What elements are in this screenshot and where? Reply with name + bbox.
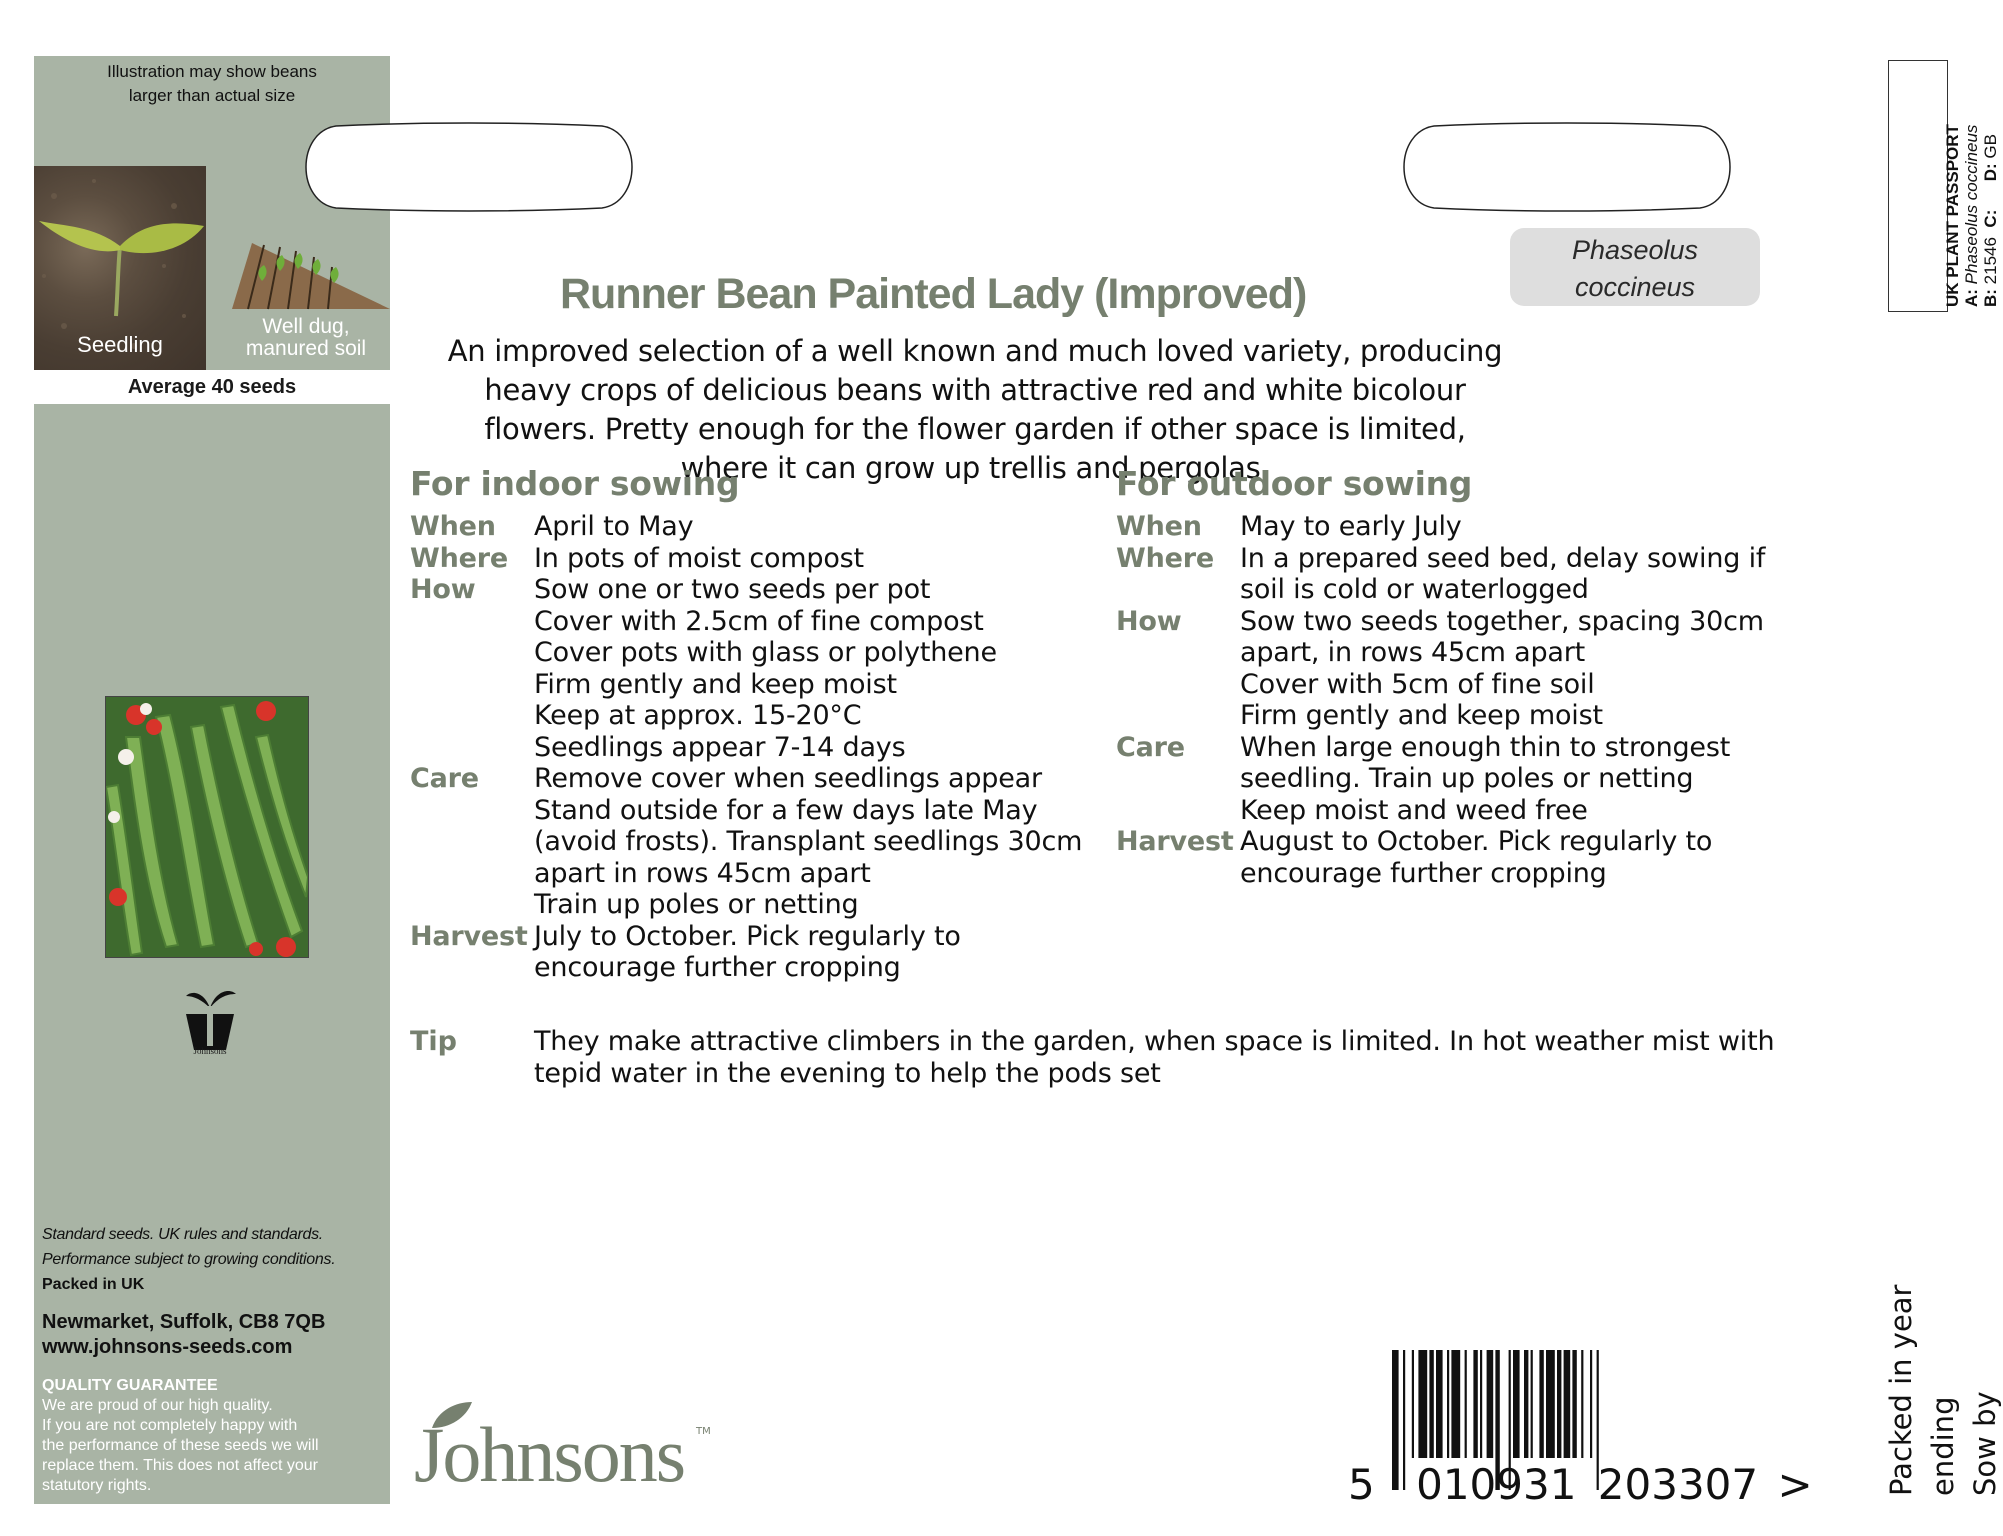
sowing-row-line: Keep moist and weed free — [1240, 794, 1588, 826]
sowing-row — [1116, 543, 1765, 606]
johnsons-brand — [410, 1400, 730, 1510]
sowing-row — [410, 921, 1082, 984]
tip-label: Tip — [410, 1026, 457, 1057]
sowing-row-value — [1240, 511, 1765, 543]
johnsons-mini-wordmark: Johnsons — [193, 1046, 227, 1056]
plant-passport-text — [1943, 67, 2000, 307]
latin-name-badge — [1510, 228, 1760, 306]
sowing-row — [410, 763, 1082, 921]
sowing-row — [410, 511, 1082, 543]
website-url: www.johnsons-seeds.com — [42, 1336, 293, 1358]
passport-d-label: D: — [1981, 163, 2000, 182]
indoor-sowing-rows — [410, 511, 1082, 984]
quality-line: replace them. This does not affect your — [42, 1457, 319, 1474]
barcode-digit-group: 010931 — [1416, 1460, 1577, 1509]
sowing-row-line: Cover with 5cm of fine soil — [1240, 668, 1595, 700]
sowing-row-line: Sow two seeds together, spacing 30cm — [1240, 605, 1764, 637]
barcode-bar — [1447, 1350, 1449, 1458]
sowing-row-line: May to early July — [1240, 511, 1462, 542]
seedling-label: Seedling — [77, 332, 163, 357]
sowing-row-line: In pots of moist compost — [534, 542, 864, 574]
barcode-digit-group: 203307 — [1597, 1460, 1759, 1509]
soil-rows-icon — [222, 241, 390, 311]
sowing-row-label: Care — [410, 763, 479, 794]
barcode-bar — [1546, 1350, 1555, 1458]
packed-in-year-label: Packed in year ending — [1884, 1284, 1960, 1496]
soil-label-line: Well dug, — [262, 315, 350, 338]
sowing-row — [1116, 606, 1765, 732]
barcode-end-mark: > — [1777, 1460, 1813, 1509]
passport-a-label: A: — [1962, 289, 1981, 307]
sowing-row-value — [534, 921, 1082, 984]
barcode-digits — [1348, 1460, 1813, 1509]
sowing-row-value — [534, 574, 1082, 763]
sowing-row-line: August to October. Pick regularly to — [1240, 826, 1713, 857]
latin-name-line: Phaseolus — [1571, 235, 1699, 265]
barcode-digit-first: 5 — [1348, 1460, 1375, 1509]
seedling-photo — [34, 166, 206, 370]
illustration-note-line: larger than actual size — [128, 86, 296, 105]
sow-by-label: Sow by — [1968, 1391, 2002, 1496]
barcode-bar — [1524, 1350, 1528, 1458]
indoor-sowing-table — [410, 511, 1082, 984]
sowing-row-line: soil is cold or waterlogged — [1240, 574, 1589, 605]
quality-line: If you are not completely happy with — [42, 1417, 298, 1434]
plant-passport-line-b — [1981, 67, 2000, 307]
sowing-row-line: Stand outside for a few days late May — [534, 794, 1038, 826]
sowing-row-label: When — [410, 511, 496, 542]
hang-hole-right — [1394, 122, 1740, 212]
sowing-row-line: Firm gently and keep moist — [534, 668, 897, 700]
soil-label — [222, 316, 390, 360]
sowing-row-value — [1240, 606, 1765, 732]
quality-line: statutory rights. — [42, 1477, 152, 1494]
sowing-row-value — [1240, 732, 1765, 827]
barcode-bar — [1539, 1350, 1543, 1458]
sowing-row-line: Train up poles or netting — [534, 889, 859, 920]
barcode-bar — [1564, 1350, 1571, 1458]
quality-title: QUALITY GUARANTEE — [42, 1377, 218, 1394]
sowing-row-line: Firm gently and keep moist — [1240, 700, 1603, 731]
sowing-row — [1116, 511, 1765, 543]
product-description: An improved selection of a well known and much loved variety, producing heavy crops of delicious beans with attractive red and white bicolour flowers. Pretty enough for the flower garden if other space is limited, where it can grow up trellis and pergolas. — [447, 334, 1503, 485]
sowing-row-line: encourage further cropping — [1240, 857, 1607, 889]
fine-print-line: Performance subject to growing conditions. — [42, 1251, 336, 1268]
passport-c-label: C: — [1981, 209, 2000, 228]
uk-plant-passport — [1888, 60, 2000, 312]
outdoor-sowing-rows — [1116, 511, 1765, 889]
plant-passport-title: UK PLANT PASSPORT — [1943, 124, 1962, 307]
barcode-bar — [1429, 1350, 1433, 1458]
barcode-bar — [1480, 1350, 1482, 1458]
barcode-bar — [1473, 1350, 1477, 1458]
packed-sow-by — [1880, 1176, 2003, 1496]
barcode-bar — [1581, 1350, 1583, 1458]
sowing-row-label: How — [410, 574, 476, 605]
barcode-bar — [1557, 1350, 1561, 1458]
left-sidebar — [34, 56, 390, 1504]
sowing-row-label: Harvest — [410, 920, 528, 952]
barcode-bar — [1590, 1350, 1592, 1458]
plant-passport-line-a — [1962, 67, 1981, 307]
sowing-row — [1116, 826, 1765, 889]
sowing-row-label: Care — [1116, 731, 1185, 763]
sowing-row-value — [1240, 826, 1765, 889]
sowing-row-label: How — [1116, 605, 1182, 637]
sowing-row-line: When large enough thin to strongest — [1240, 731, 1731, 763]
sowing-row-value — [534, 511, 1082, 543]
latin-name-line: coccineus — [1574, 272, 1696, 302]
passport-d-value: GB — [1981, 134, 2000, 159]
fine-print-line: Standard seeds. UK rules and standards. — [42, 1226, 323, 1243]
seed-count: Average 40 seeds — [34, 370, 390, 404]
company-address — [42, 1310, 382, 1360]
barcode-bar — [1412, 1350, 1414, 1458]
sowing-row-line: apart, in rows 45cm apart — [1240, 637, 1586, 668]
barcode-bar — [1436, 1350, 1443, 1458]
sowing-row-line: Keep at approx. 15-20°C — [534, 700, 862, 731]
outdoor-sowing-table — [1116, 511, 1765, 889]
indoor-sowing-heading: For indoor sowing — [410, 464, 740, 503]
sowing-row — [1116, 732, 1765, 827]
barcode-bar — [1465, 1350, 1467, 1458]
bean-pods-icon — [106, 697, 308, 957]
barcode-bar — [1531, 1350, 1533, 1458]
sowing-row-line: Cover with 2.5cm of fine compost — [534, 605, 984, 637]
sowing-row-value — [534, 543, 1082, 575]
sowing-row-line: In a prepared seed bed, delay sowing if — [1240, 542, 1766, 574]
passport-a-value: Phaseolus coccineus — [1962, 124, 1981, 285]
trademark-symbol: TM — [696, 1426, 711, 1437]
sowing-row-line: Seedlings appear 7-14 days — [534, 731, 906, 763]
sowing-row-label: When — [1116, 511, 1202, 542]
fine-print — [42, 1222, 382, 1297]
sowing-row-line: April to May — [534, 511, 694, 542]
quality-line: the performance of these seeds we will — [42, 1437, 319, 1454]
sowing-row — [410, 574, 1082, 763]
sowing-row-line: Remove cover when seedlings appear — [534, 763, 1042, 794]
bean-photo — [105, 696, 309, 958]
sowing-row-label: Where — [410, 542, 508, 574]
outdoor-sowing-heading: For outdoor sowing — [1116, 464, 1473, 503]
barcode-bar — [1513, 1350, 1520, 1458]
sowing-row-value — [1240, 543, 1765, 606]
sowing-row-value — [534, 763, 1082, 921]
sowing-row-line: Cover pots with glass or polythene — [534, 637, 997, 668]
barcode-bar — [1451, 1350, 1460, 1458]
tip-text: They make attractive climbers in the garden, when space is limited. In hot weather mist with tepid water in the evening to help the pods set — [534, 1026, 1775, 1089]
barcode-bar — [1572, 1350, 1576, 1458]
packed-in-uk: Packed in UK — [42, 1276, 145, 1293]
sowing-row-line: Sow one or two seeds per pot — [534, 574, 931, 605]
illustration-note-line: Illustration may show beans — [107, 62, 317, 81]
sowing-row-line: apart in rows 45cm apart — [534, 857, 871, 889]
hang-hole-left — [296, 122, 642, 212]
passport-b-value: 21546 — [1981, 237, 2000, 285]
sowing-row-line: (avoid frosts). Transplant seedlings 30cm — [534, 826, 1083, 857]
sowing-row-label: Where — [1116, 542, 1214, 574]
passport-b-label: B: — [1981, 289, 2000, 307]
product-title: Runner Bean Painted Lady (Improved) — [560, 270, 1307, 318]
soil-label-line: manured soil — [245, 337, 367, 360]
barcode-bar — [1487, 1350, 1494, 1458]
sowing-row-label: Harvest — [1116, 826, 1234, 857]
sowing-row — [410, 543, 1082, 575]
illustration-note — [34, 60, 390, 108]
sowing-row-line: seedling. Train up poles or netting — [1240, 763, 1694, 794]
barcode-bar — [1418, 1350, 1427, 1458]
address-line: Newmarket, Suffolk, CB8 7QB — [42, 1311, 326, 1333]
quality-guarantee — [42, 1376, 387, 1496]
sowing-row-line: July to October. Pick regularly to — [534, 920, 961, 952]
quality-line: We are proud of our high quality. — [42, 1397, 273, 1414]
sowing-row-line: encourage further cropping — [534, 952, 901, 983]
johnsons-wordmark: Johnsons — [414, 1411, 685, 1498]
